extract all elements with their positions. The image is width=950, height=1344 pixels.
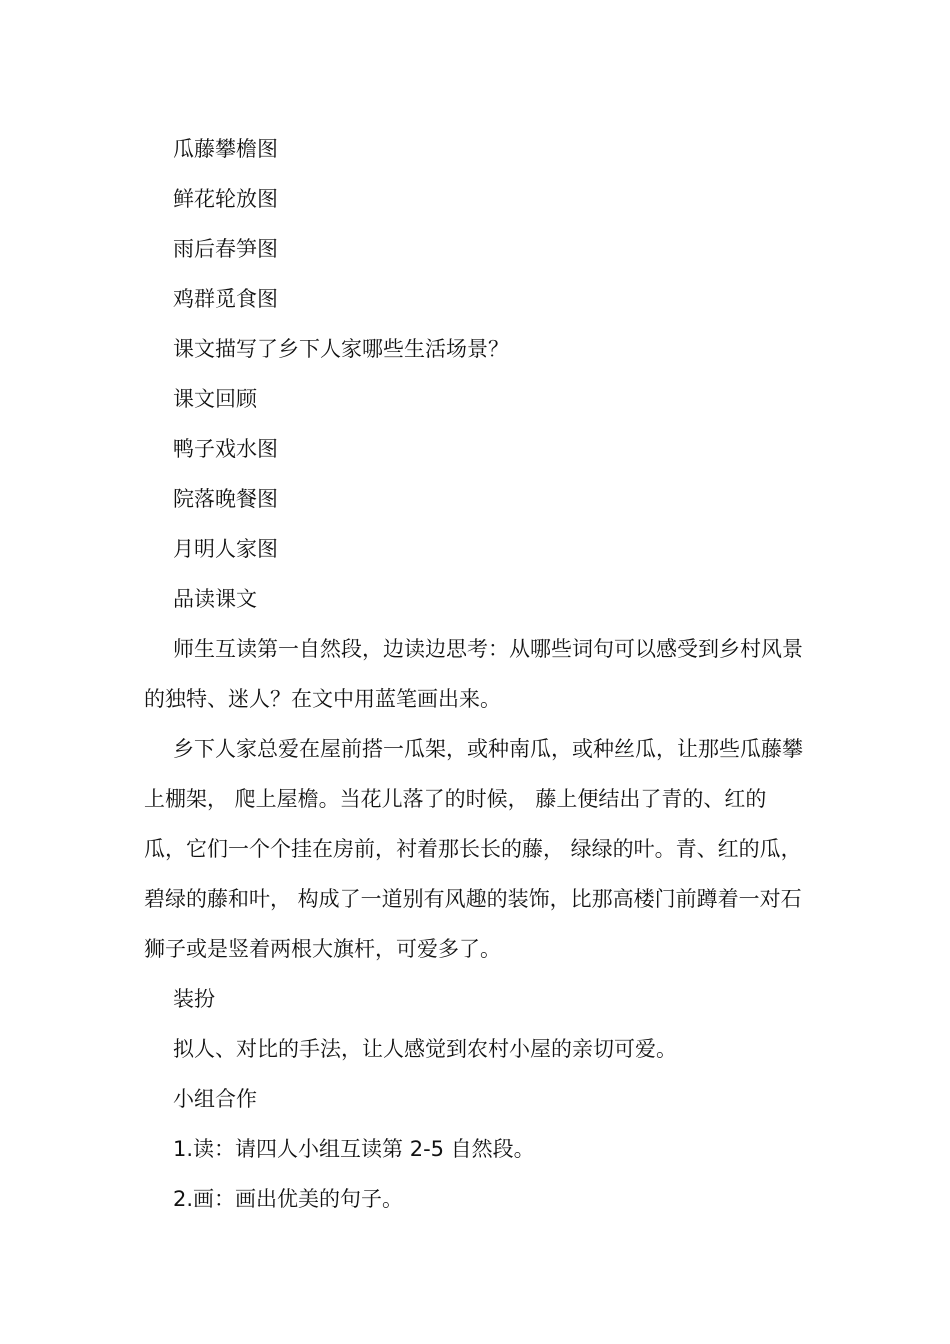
task-read: 1.读：请四人小组互读第 2-5 自然段。 bbox=[173, 1137, 535, 1161]
scene-item-melon-vine: 瓜藤攀檐图 bbox=[173, 137, 278, 161]
scene-item-bamboo-shoots: 雨后春笋图 bbox=[173, 237, 278, 261]
keyword-decorate: 装扮 bbox=[173, 987, 215, 1011]
scene-item-dinner: 院落晚餐图 bbox=[173, 487, 278, 511]
technique-note: 拟人、对比的手法，让人感觉到农村小屋的亲切可爱。 bbox=[173, 1037, 677, 1061]
task-draw: 2.画：画出优美的句子。 bbox=[173, 1187, 404, 1211]
section-heading-review: 课文回顾 bbox=[173, 387, 257, 411]
reading-instruction: 师生互读第一自然段，边读边思考：从哪些词句可以感受到乡村风景的独特、迷人？在文中用蓝笔画出来。 bbox=[144, 637, 803, 711]
section-heading-reading: 品读课文 bbox=[173, 587, 257, 611]
scene-item-chickens: 鸡群觅食图 bbox=[173, 287, 278, 311]
scene-item-moonlight: 月明人家图 bbox=[173, 537, 278, 561]
quoted-passage: 乡下人家总爱在屋前搭一瓜架，或种南瓜，或种丝瓜，让那些瓜藤攀上棚架， 爬上屋檐。当花儿落了的时候， 藤上便结出了青的、红的瓜，它们一个个挂在房前，衬着那长长的藤， 绿绿的叶。青、红的瓜，碧绿的藤和叶， 构成了一道别有风趣的装饰，比那高楼门前蹲着一对石狮子或是竖着两根大旗杆，可爱多了。 bbox=[144, 737, 803, 961]
scene-item-flowers: 鲜花轮放图 bbox=[173, 187, 278, 211]
scene-item-ducks: 鸭子戏水图 bbox=[173, 437, 278, 461]
question-text: 课文描写了乡下人家哪些生活场景？ bbox=[173, 337, 509, 361]
section-heading-group-work: 小组合作 bbox=[173, 1087, 257, 1111]
document-body bbox=[144, 124, 808, 1224]
